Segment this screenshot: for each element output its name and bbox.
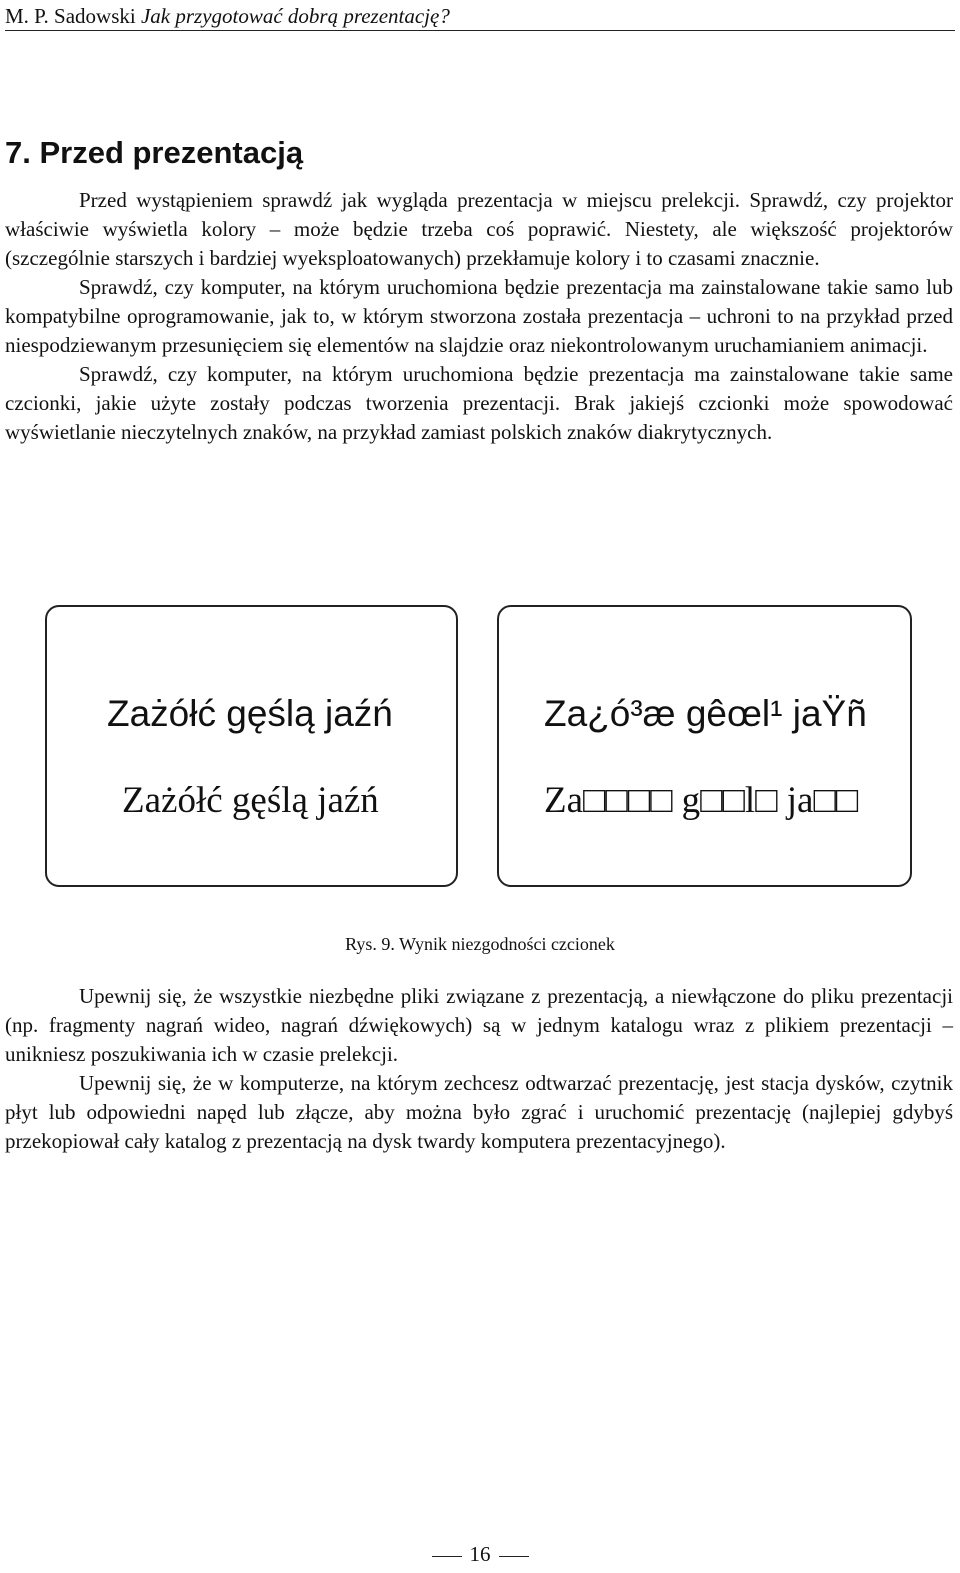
running-header (5, 4, 955, 31)
sample-text-serif-broken: Za□□□□ g□□l□ ja□□ (544, 780, 859, 821)
body-text-top (5, 186, 953, 447)
paragraph-files-in-folder: Upewnij się, że wszystkie niezbędne pliki związane z prezentacją, a niewłączone do pliku prezentacji (np. fragmenty nagrań wideo, nagrań dźwiękowych) są w jednym katalogu wraz z plikiem prezentacji – unikniesz poszukiwania ich w czasie prelekcji. (5, 984, 953, 1066)
figure-caption: Rys. 9. Wynik niezgodności czcionek (345, 934, 615, 954)
header-author: M. P. Sadowski (5, 4, 136, 28)
sample-text-sans-correct: Zażółć gęślą jaźń (107, 693, 393, 734)
page-number: 16 (469, 1542, 491, 1566)
sample-text-sans-broken: Za¿ó³æ gêœl¹ jaŸñ (544, 693, 867, 734)
header-title: Jak przygotować dobrą prezentację? (140, 4, 450, 28)
paragraph-fonts-installed: Sprawdź, czy komputer, na którym uruchomiona będzie prezentacja ma zainstalowane takie same czcionki, jakie użyte zostały podczas tworzenia prezentacji. Brak jakiejś czcionki może spowodować wyświetlanie nieczytelnych znaków, na przykład zamiast polskich znaków diakrytycznych. (5, 362, 953, 444)
page-footer (0, 1541, 960, 1567)
font-sample-broken-box (497, 605, 912, 887)
font-sample-correct-box (45, 605, 458, 887)
chapter-title: 7. Przed prezentacją (5, 135, 304, 170)
footer-dash-left (432, 1556, 462, 1557)
paragraph-drives-available: Upewnij się, że w komputerze, na którym zechcesz odtwarzać prezentację, jest stacja dysków, czytnik płyt lub odpowiedni napęd lub złącze, aby można było zgrać i uruchomić prezentację (najlepiej gdybyś przekopiował cały katalog z prezentacją na dysk twardy komputera prezentacyjnego). (5, 1071, 953, 1153)
sample-text-serif-correct: Zażółć gęślą jaźń (122, 780, 379, 821)
paragraph-software-compatibility: Sprawdź, czy komputer, na którym uruchomiona będzie prezentacja ma zainstalowane takie samo lub kompatybilne oprogramowanie, jak to, w którym stworzona została prezentacja – uchroni to na przykład przed niespodziewanym przesunięciem się elementów na slajdzie oraz niekontrolowanym uruchamianiem animacji. (5, 275, 953, 357)
paragraph-projector-colors: Przed wystąpieniem sprawdź jak wygląda prezentacja w miejscu prelekcji. Sprawdź, czy projektor właściwie wyświetla kolory – może będzie trzeba coś poprawić. Niestety, ale większość projektorów (szczególnie starszych i bardziej wyeksploatowanych) przekłamuje kolory i to czasami znacznie. (5, 188, 953, 270)
footer-dash-right (499, 1556, 529, 1557)
body-text-bottom (5, 982, 953, 1156)
